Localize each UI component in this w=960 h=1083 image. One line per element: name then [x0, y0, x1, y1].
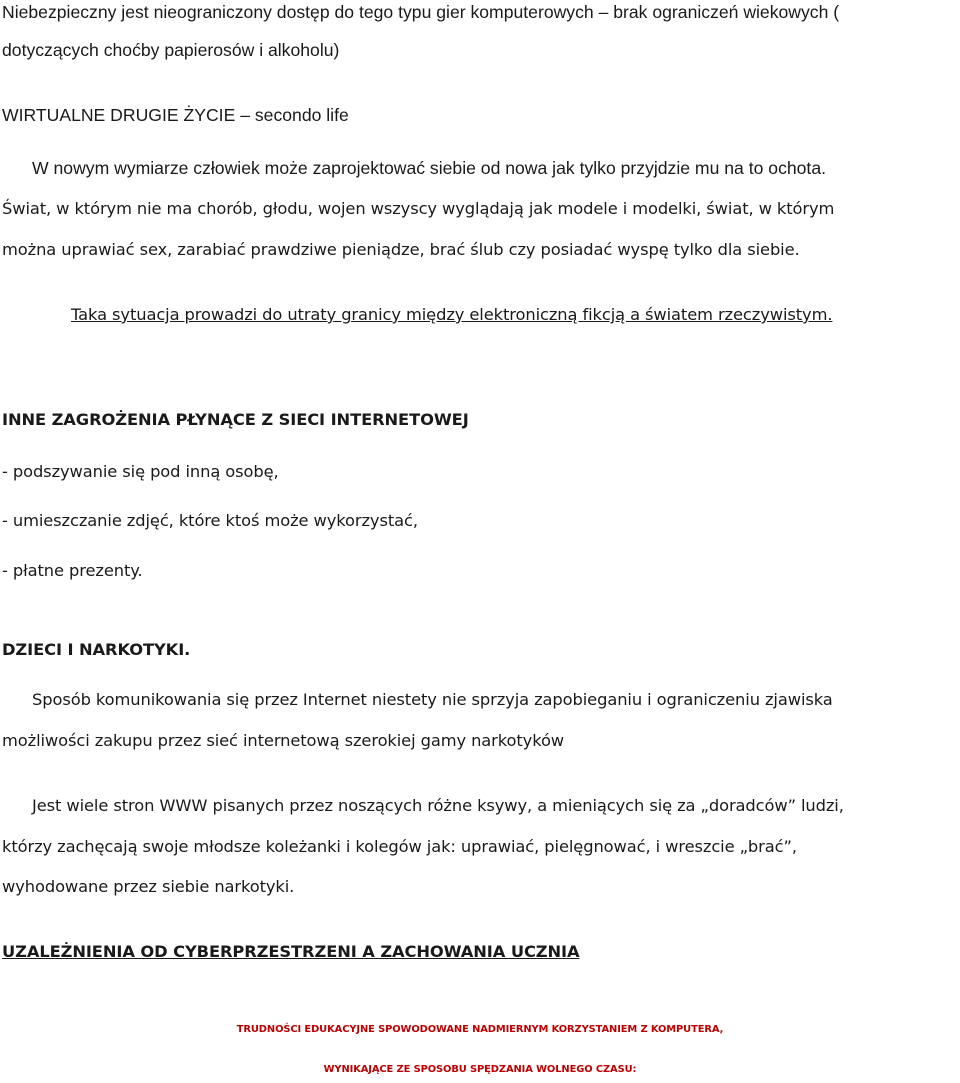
section-heading-children-drugs: DZIECI I NARKOTYKI. [2, 640, 191, 659]
section-heading-other-threats: INNE ZAGROŻENIA PŁYNĄCE Z SIECI INTERNETOWEJ [2, 410, 469, 429]
red-heading-line-2: WYNIKAJĄCE ZE SPOSOBU SPĘDZANIA WOLNEGO CZASU: [323, 1064, 637, 1075]
paragraph-line-14: możliwości zakupu przez sieć internetową szerokiej gamy narkotyków [2, 731, 565, 750]
paragraph-line-13: Sposób komunikowania się przez Internet niestety nie sprzyja zapobieganiu i ograniczeniu zjawiska [32, 690, 833, 709]
paragraph-line-1: Niebezpieczny jest nieograniczony dostęp do tego typu gier komputerowych – brak ograniczeń wiekowych ( [2, 2, 840, 22]
paragraph-line-4: W nowym wymiarze człowiek może zaprojektować siebie od nowa jak tylko przyjdzie mu na to ochota. [32, 158, 826, 178]
red-heading-line-1: TRUDNOŚCI EDUKACYJNE SPOWODOWANE NADMIERNYM KORZYSTANIEM Z KOMPUTERA, [236, 1024, 724, 1035]
paragraph-line-6: można uprawiać sex, zarabiać prawdziwe pieniądze, brać ślub czy posiadać wyspę tylko dla siebie. [2, 240, 800, 259]
list-item-paid-gifts: - płatne prezenty. [2, 561, 143, 580]
section-heading-cyberspace-addiction: UZALEŻNIENIA OD CYBERPRZESTRZENI A ZACHOWANIA UCZNIA [2, 942, 580, 961]
paragraph-line-15: Jest wiele stron WWW pisanych przez noszących różne ksywy, a mieniących się za „doradców” ludzi, [32, 796, 844, 815]
underlined-conclusion: Taka sytuacja prowadzi do utraty granicy między elektroniczną fikcją a światem rzeczywistym. [71, 305, 833, 324]
paragraph-line-16: którzy zachęcają swoje młodsze koleżanki i kolegów jak: uprawiać, pielęgnować, i wreszcie „brać”, [2, 837, 797, 856]
list-item-impersonation: - podszywanie się pod inną osobę, [2, 462, 279, 481]
paragraph-line-17: wyhodowane przez siebie narkotyki. [2, 877, 295, 896]
list-item-photos: - umieszczanie zdjęć, które ktoś może wykorzystać, [2, 511, 418, 530]
section-heading-virtual-life: WIRTUALNE DRUGIE ŻYCIE – secondo life [2, 105, 349, 125]
paragraph-line-2: dotyczących choćby papierosów i alkoholu) [2, 40, 340, 60]
paragraph-line-5: Świat, w którym nie ma chorób, głodu, wojen wszyscy wyglądają jak modele i modelki, świat, w którym [2, 199, 835, 218]
